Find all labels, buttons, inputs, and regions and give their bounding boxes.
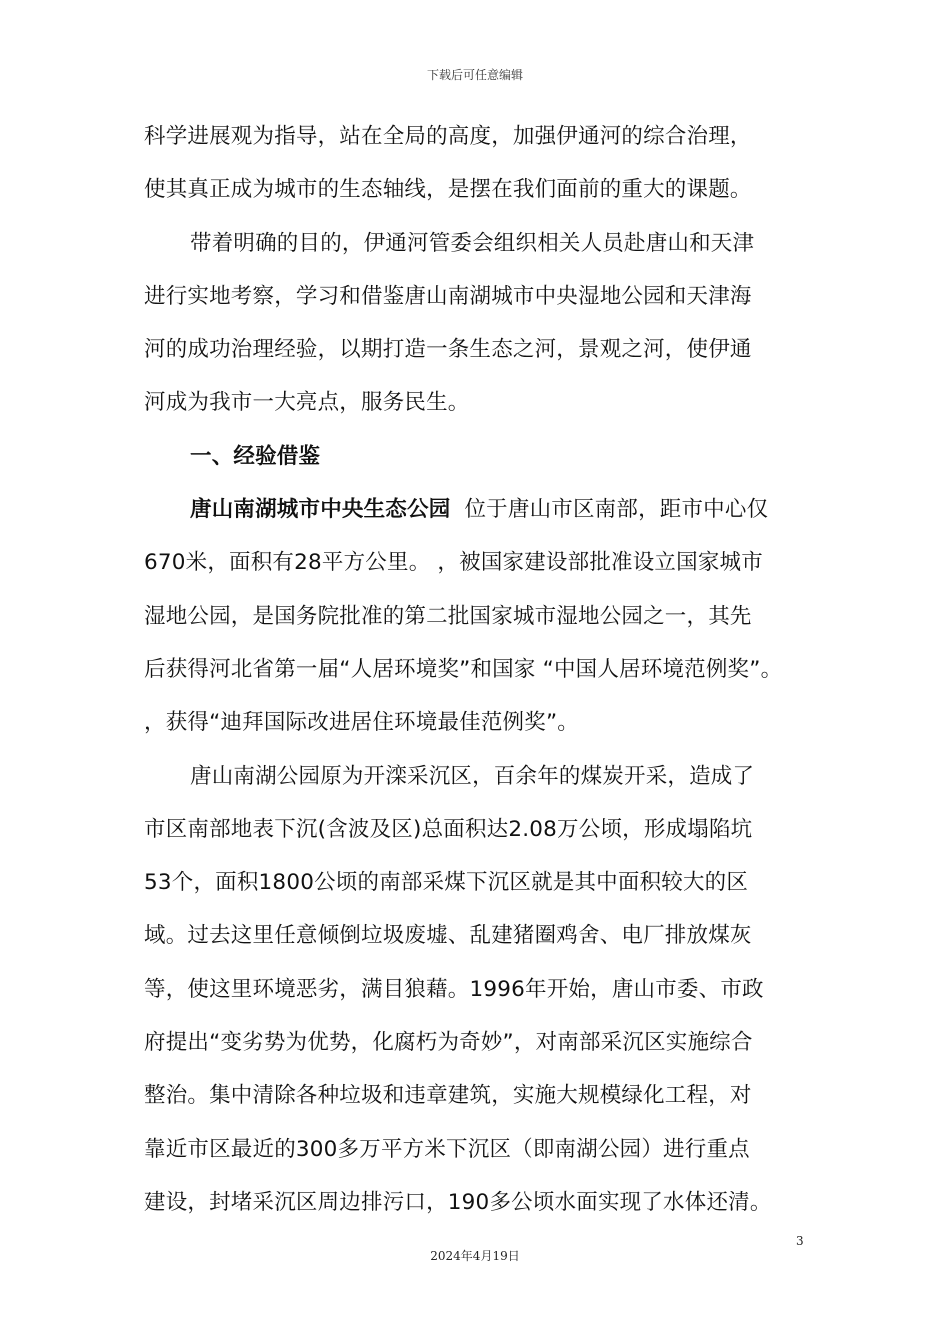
text-segment: 位于唐山市区南部，距市中心仅 [464, 497, 769, 523]
document-body [144, 110, 810, 1229]
text-line: ，获得“迪拜国际改进居住环境最佳范例奖”。 [144, 710, 579, 736]
text-line: 等，使这里环境恶劣，满目狼藉。1996年开始，唐山市委、市政 [144, 976, 764, 1002]
text-line [144, 483, 810, 536]
page-header: 下载后可任意编辑 [426, 68, 523, 82]
text-line: 唐山南湖公园原为开滦采沉区，百余年的煤炭开采，造成了 [190, 763, 755, 789]
page-number: 3 [796, 1234, 804, 1248]
text-line: 湿地公园，是国务院批准的第二批国家城市湿地公园之一，其先 [144, 603, 752, 629]
text-line: 进行实地考察，学习和借鉴唐山南湖城市中央湿地公园和天津海 [144, 283, 752, 309]
text-line: 670米，面积有28平方公里。 ，被国家建设部批准设立国家城市 [144, 550, 763, 576]
text-line: 河的成功治理经验，以期打造一条生态之河，景观之河，使伊通 [144, 337, 752, 363]
text-line: 域。过去这里任意倾倒垃圾废墟、乱建猪圈鸡舍、电厂排放煤灰 [144, 923, 752, 949]
text-line: 整治。集中清除各种垃圾和违章建筑，实施大规模绿化工程，对 [144, 1083, 752, 1109]
text-line: 府提出“变劣势为优势，化腐朽为奇妙”，对南部采沉区实施综合 [144, 1030, 753, 1056]
park-name: 唐山南湖城市中央生态公园 [190, 497, 451, 523]
text-line: 靠近市区最近的300多万平方米下沉区（即南湖公园）进行重点 [144, 1136, 750, 1162]
text-line: 使其真正成为城市的生态轴线，是摆在我们面前的重大的课题。 [144, 177, 752, 203]
section-heading: 一、经验借鉴 [190, 443, 321, 469]
text-line: 建设，封堵采沉区周边排污口，190多公顷水面实现了水体还清。 [144, 1189, 772, 1215]
text-line: 河成为我市一大亮点，服务民生。 [144, 390, 470, 416]
text-line: 53个，面积1800公顷的南部采煤下沉区就是其中面积较大的区 [144, 870, 749, 896]
text-line: 带着明确的目的，伊通河管委会组织相关人员赴唐山和天津 [190, 230, 755, 256]
page-footer-date: 2024年4月19日 [430, 1249, 520, 1263]
text-line: 市区南部地表下沉(含波及区)总面积达2.08万公顷，形成塌陷坑 [144, 816, 753, 842]
text-line: 后获得河北省第一届“人居环境奖”和国家 “中国人居环境范例奖”。 [144, 656, 783, 682]
text-line: 科学进展观为指导，站在全局的高度，加强伊通河的综合治理， [144, 124, 752, 149]
